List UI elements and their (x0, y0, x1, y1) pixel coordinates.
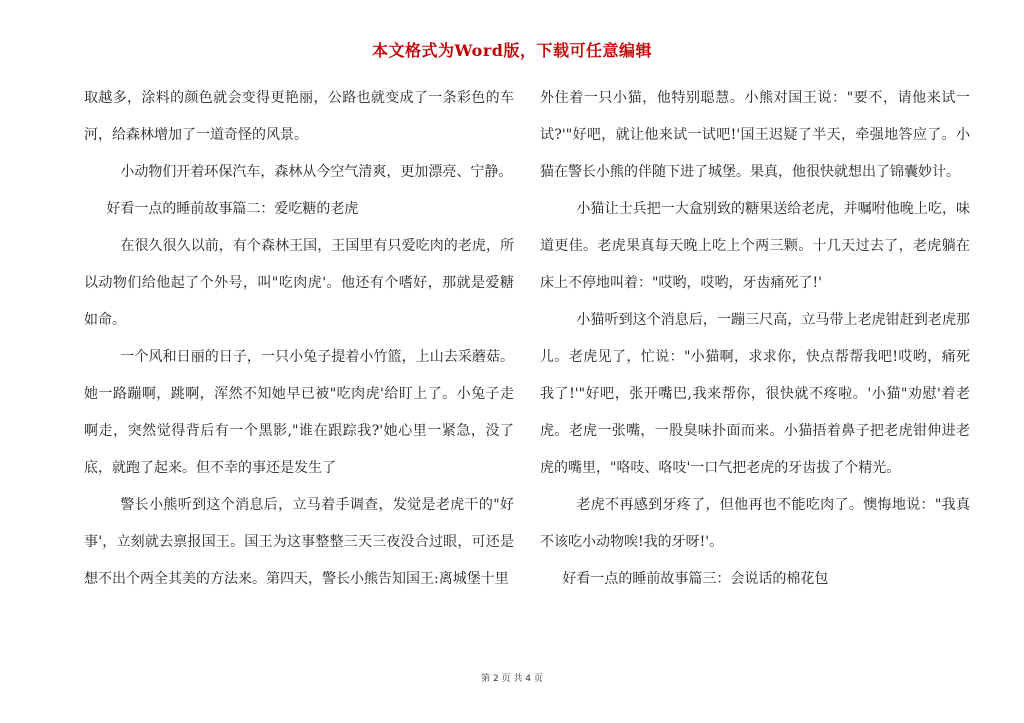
paragraph: 一个风和日丽的日子，一只小兔子提着小竹篮，上山去采蘑菇。她一路蹦啊，跳啊，浑然不知她早已被"吃肉虎'给盯上了。小兔子走啊走，突然觉得背后有一个黑影,"谁在跟踪我?'她心里一紧急，没了底，就跑了起来。但不幸的事还是发生了 (84, 349, 514, 476)
paragraph: 小猫听到这个消息后，一蹦三尺高，立马带上老虎钳赶到老虎那儿。老虎见了，忙说："小猫啊，求求你，快点帮帮我吧!哎哟，痛死我了!'"好吧，张开嘴巴,我来帮你，很快就不疼啦。'小猫"劝慰'着老虎。老虎一张嘴，一股臭味扑面而来。小猫捂着鼻子把老虎钳伸进老虎的嘴里，"咯吱、咯吱'一口气把老虎的牙齿拔了个精光。 (540, 312, 970, 476)
section-heading: 好看一点的睡前故事篇二：爱吃糖的老虎 (106, 201, 359, 217)
paragraph: 老虎不再感到牙疼了，但他再也不能吃肉了。懊悔地说："我真不该吃小动物唉!我的牙呀!'。 (540, 497, 970, 550)
paragraph: 外住着一只小猫，他特别聪慧。小熊对国王说："要不，请他来试一试?'"好吧，就让他来试一试吧!'国王迟疑了半天，牵强地答应了。小猫在警长小熊的伴随下进了城堡。果真，他很快就想出了锦囊妙计。 (540, 90, 970, 180)
document-banner: 本文格式为Word版，下载可任意编辑 (372, 41, 652, 60)
paragraph: 在很久很久以前，有个森林王国，王国里有只爱吃肉的老虎，所以动物们给他起了个外号，叫"吃肉虎'。他还有个嗜好，那就是爱糖如命。 (84, 238, 514, 328)
paragraph: 小猫让士兵把一大盒别致的糖果送给老虎，并嘱咐他晚上吃，味道更佳。老虎果真每天晚上吃上个两三颗。十几天过去了，老虎躺在床上不停地叫着："哎哟，哎哟，牙齿痛死了!' (540, 201, 970, 291)
page-footer: 第 2 页 共 4 页 (481, 674, 543, 684)
paragraph: 警长小熊听到这个消息后，立马着手调查，发觉是老虎干的"好事'，立刻就去禀报国王。国王为这事整整三天三夜没合过眼，可还是想不出个两全其美的方法来。第四天，警长小熊告知国王:离城堡十里 (84, 497, 514, 587)
left-column (84, 80, 514, 598)
paragraph: 小动物们开着环保汽车，森林从今空气清爽，更加漂亮、宁静。 (120, 164, 513, 180)
section-heading: 好看一点的睡前故事篇三：会说话的棉花包 (562, 571, 829, 587)
paragraph: 取越多，涂料的颜色就会变得更艳丽，公路也就变成了一条彩色的车河，给森林增加了一道奇怪的风景。 (84, 90, 514, 143)
right-column (540, 80, 970, 598)
